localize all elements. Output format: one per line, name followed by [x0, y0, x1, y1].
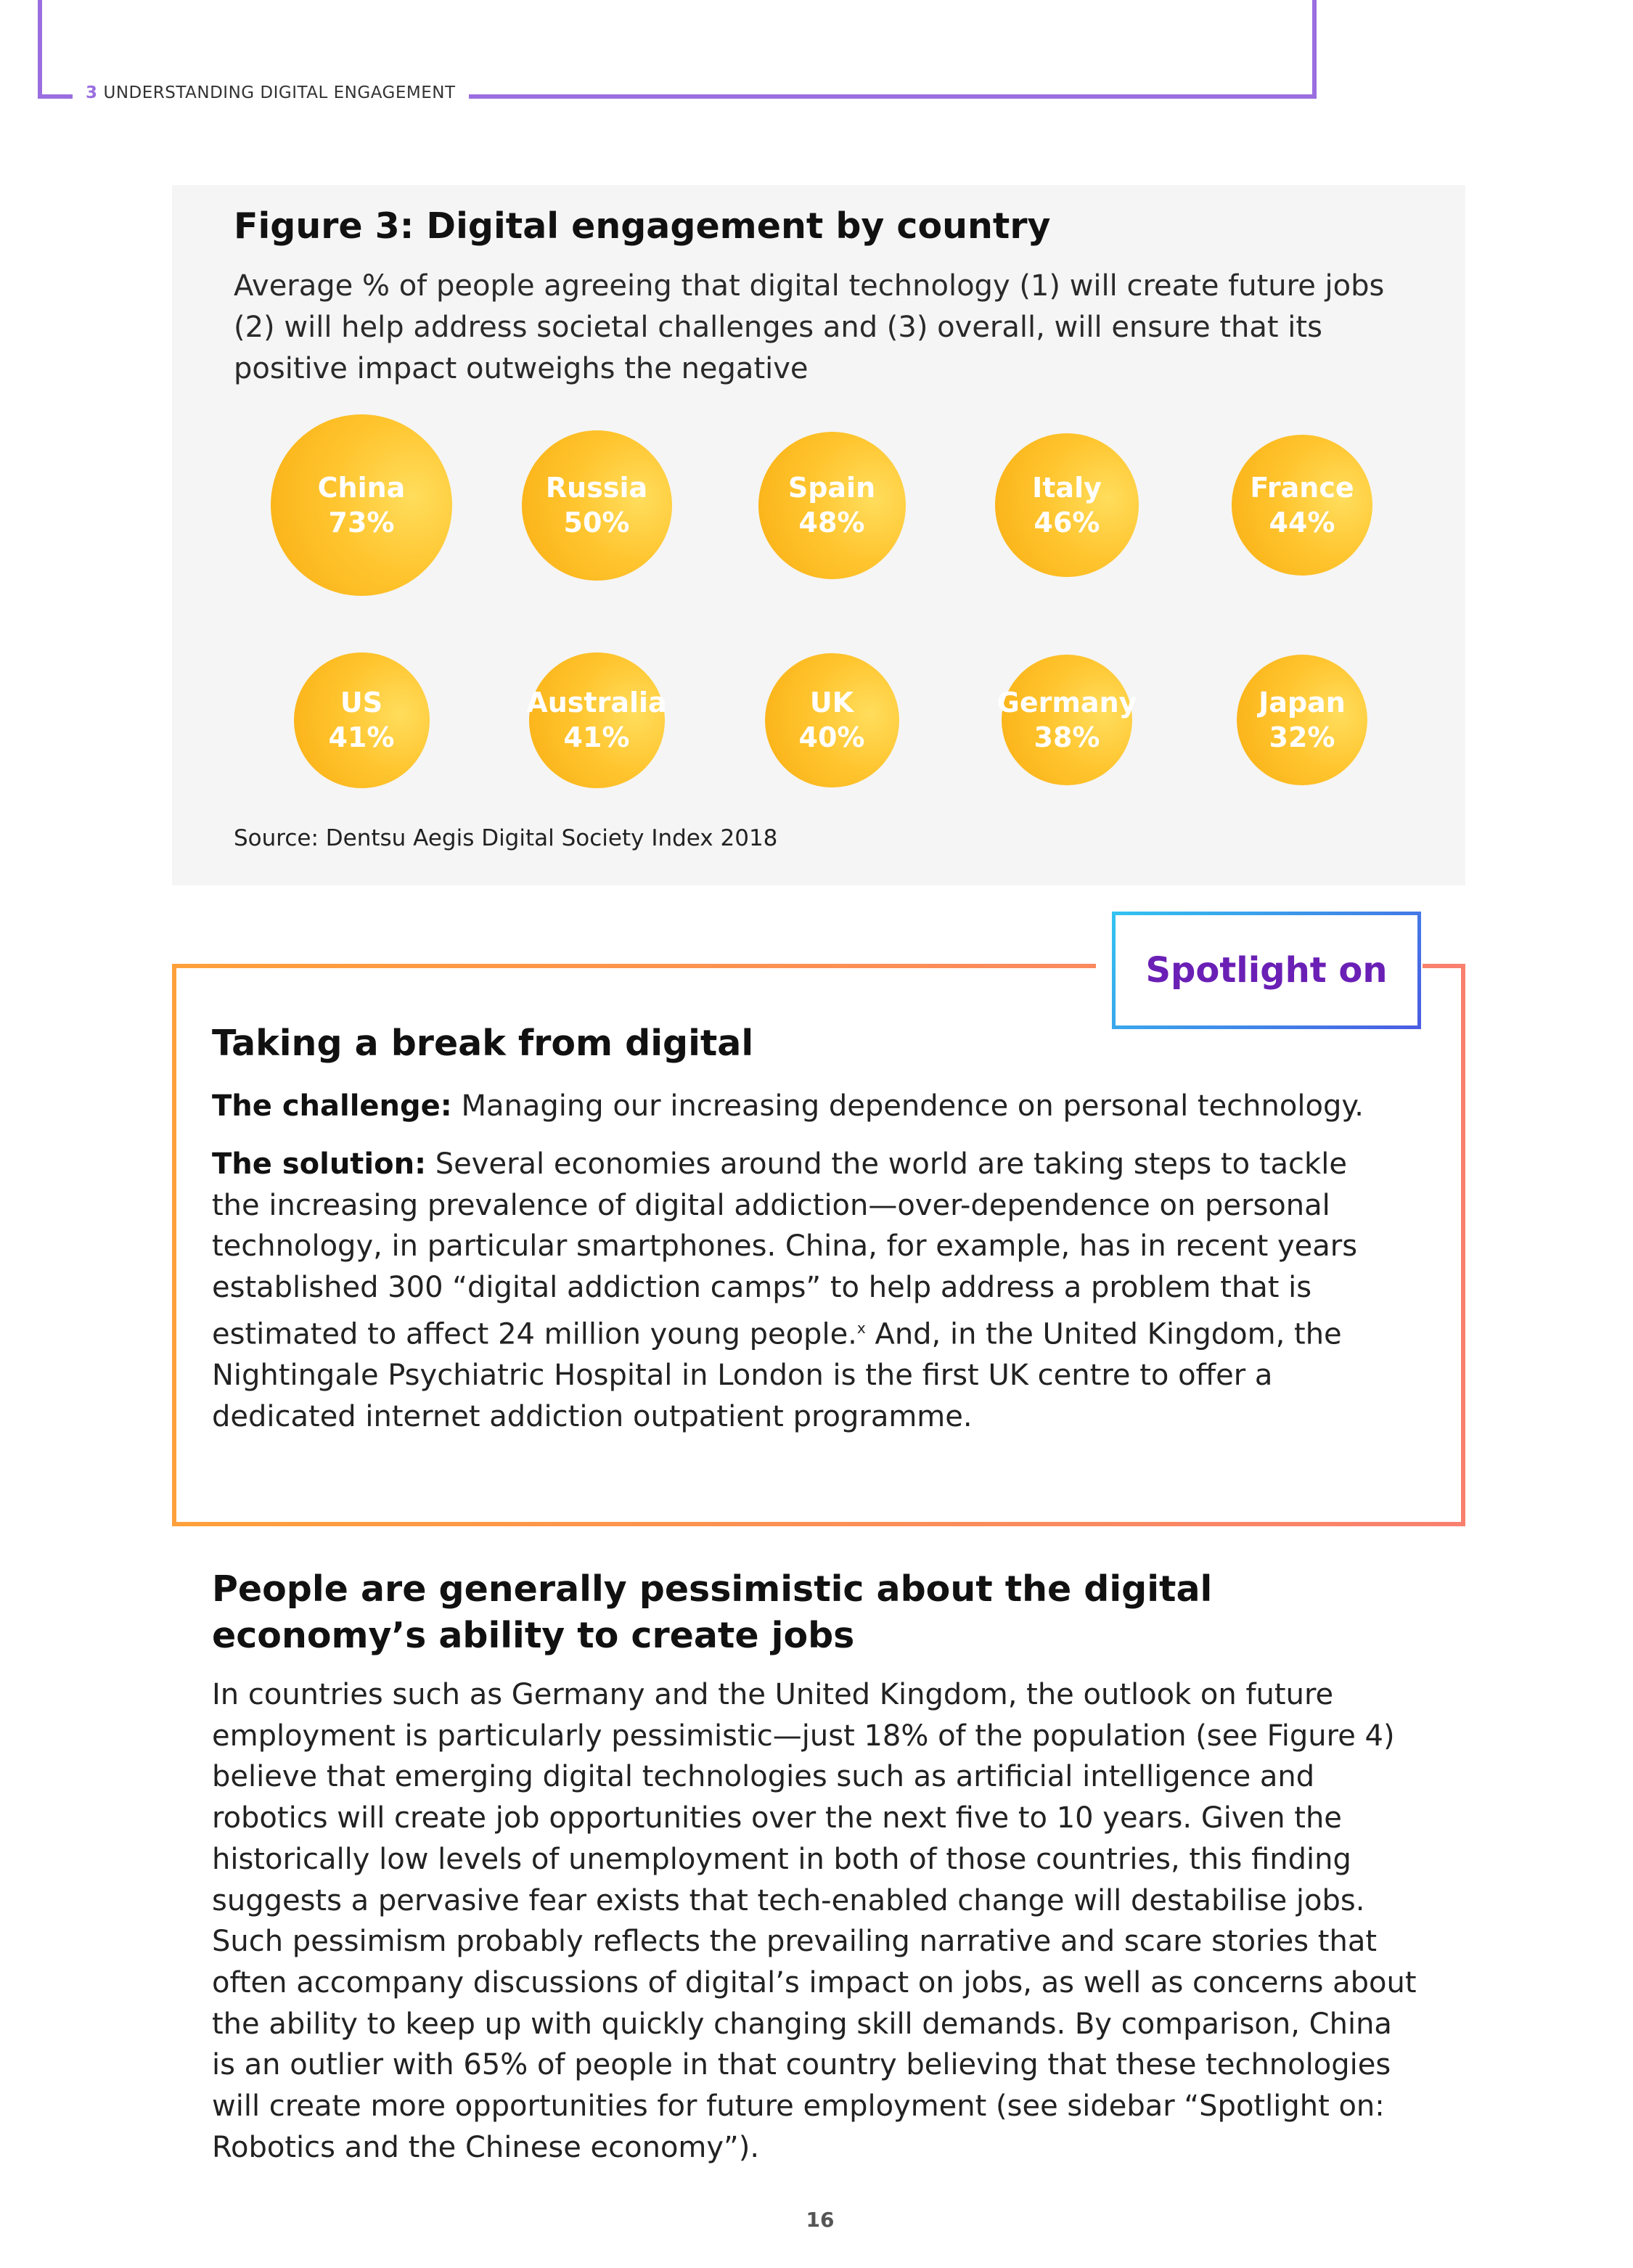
- solution-text-1: Several economies around the world are taking steps to tackle the increasing prevalence of digital addiction—over-dependence on personal technology, in particular smartphones. China, for example, has in recent years established 300 “digital addiction camps” to help address a problem that is estimated to affect 24 million young people.: [212, 1147, 1358, 1351]
- spotlight-tab: [1112, 912, 1421, 1029]
- bubble-country-label: Russia: [545, 472, 648, 504]
- bubble-country-label: Spain: [787, 472, 876, 504]
- bubble-country-label: China: [317, 472, 406, 504]
- bubble-value-label: 41%: [563, 721, 630, 753]
- solution-text-2: And, in the United Kingdom, the Nightingale Psychiatric Hospital in London is the first UK centre to offer a dedicated internet addiction outpatient programme.: [212, 1317, 1342, 1433]
- bubble-china: [271, 414, 452, 596]
- bubble-value-label: 40%: [798, 721, 865, 753]
- bubble-uk: [765, 653, 899, 787]
- bubble-germany: [996, 655, 1137, 785]
- spotlight-heading: Taking a break from digital: [212, 1023, 754, 1064]
- bubble-country-label: Japan: [1258, 687, 1346, 719]
- spotlight-challenge: [212, 1086, 1388, 1127]
- solution-label: The solution:: [212, 1147, 427, 1181]
- bubble-us: [294, 652, 430, 788]
- bubble-value-label: 48%: [798, 507, 865, 539]
- bubble-country-label: Australia: [526, 687, 667, 719]
- bubble-russia: [522, 430, 672, 581]
- footnote-marker: x: [856, 1319, 866, 1338]
- spotlight-solution: [212, 1144, 1388, 1437]
- bubble-country-label: Italy: [1032, 472, 1102, 504]
- figure-source: Source: Dentsu Aegis Digital Society Index 2018: [234, 825, 778, 851]
- page-number: 16: [806, 2208, 835, 2232]
- bubble-country-label: UK: [809, 687, 854, 719]
- bubble-spain: [758, 432, 906, 579]
- bubble-italy: [995, 433, 1139, 577]
- bubble-country-label: Germany: [996, 687, 1137, 719]
- section-body: In countries such as Germany and the United Kingdom, the outlook on future employment is particularly pessimistic—just 18% of the population (see Figure 4) believe that emerging digital technologies such as artificial intelligence and robotics will create job opportunities over the next five to 10 years. Given the historically low levels of unemployment in both of those countries, this finding suggests a pervasive fear exists that tech-enabled change will destabilise jobs. Such pessimism probably reflects the prevailing narrative and scare stories that often accompany discussions of digital’s impact on jobs, as well as concerns about the ability to keep up with quickly changing skill demands. By comparison, China is an outlier with 65% of people in that country believing that these technologies will create more opportunities for future employment (see sidebar “Spotlight on: Robotics and the Chinese economy”).: [212, 1678, 1417, 2164]
- bubble-country-label: US: [340, 687, 383, 719]
- bubble-value-label: 73%: [328, 507, 395, 539]
- section-header: [73, 81, 469, 105]
- spotlight-tab-label: Spotlight on: [1145, 950, 1388, 991]
- section-title: UNDERSTANDING DIGITAL ENGAGEMENT: [103, 83, 456, 102]
- bubble-value-label: 44%: [1269, 507, 1335, 539]
- bubble-value-label: 50%: [563, 507, 630, 539]
- figure-title: Figure 3: Digital engagement by country: [234, 205, 1051, 247]
- section-number: 3: [86, 83, 98, 102]
- challenge-label: The challenge:: [212, 1089, 452, 1123]
- bubble-australia: [526, 652, 667, 788]
- figure-subtitle: Average % of people agreeing that digital technology (1) will create future jobs (2) will help address societal challenges and (3) overall, will ensure that its positive impact outweighs the negative: [234, 269, 1385, 385]
- bubble-value-label: 38%: [1034, 721, 1100, 753]
- bubble-value-label: 32%: [1269, 721, 1335, 753]
- bubble-value-label: 41%: [328, 721, 395, 753]
- bubble-france: [1232, 435, 1372, 576]
- bubble-value-label: 46%: [1034, 507, 1100, 539]
- section-heading: People are generally pessimistic about the digital economy’s ability to create jobs: [212, 1568, 1213, 1656]
- bubble-country-label: France: [1250, 472, 1354, 504]
- bubble-japan: [1237, 655, 1367, 785]
- challenge-text: Managing our increasing dependence on personal technology.: [451, 1089, 1364, 1123]
